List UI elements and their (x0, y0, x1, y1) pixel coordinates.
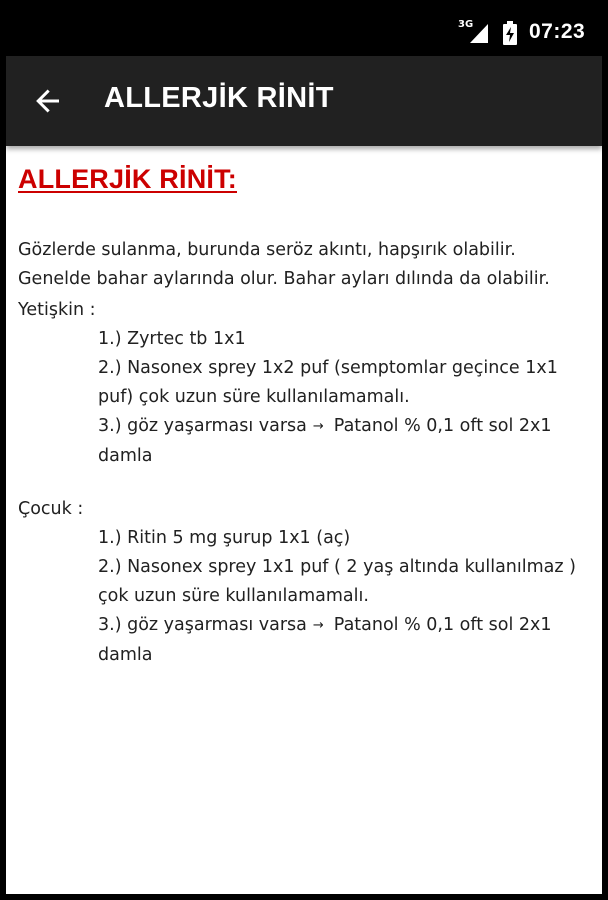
arrow-right-icon: → (312, 618, 324, 633)
child-treatment-list (18, 524, 593, 670)
status-bar (6, 10, 602, 56)
adult-treatment-list (18, 325, 593, 471)
list-item: 1.) Ritin 5 mg şurup 1x1 (aç) (98, 528, 351, 548)
intro-paragraph: Gözlerde sulanma, burunda seröz akıntı, hapşırık olabilir. Genelde bahar aylarında olur. Bahar ayları dılında da olabilir. (18, 240, 550, 289)
phone-screen (6, 10, 602, 894)
list-item: 2.) Nasonex sprey 1x2 puf (semptomlar geçince 1x1 puf) çok uzun süre kullanılamamalı. (98, 358, 558, 407)
page-title: ALLERJİK RİNİT (104, 82, 334, 114)
section-label-child: Çocuk : (18, 499, 84, 519)
list-item: 2.) Nasonex sprey 1x1 puf ( 2 yaş altında kullanılmaz ) çok uzun süre kullanılamamalı. (98, 557, 576, 606)
arrow-right-icon: → (312, 419, 324, 434)
list-item: 1.) Zyrtec tb 1x1 (98, 329, 246, 349)
list-item-text: 3.) göz yaşarması varsa (98, 615, 307, 635)
list-item (98, 611, 593, 670)
list-item-text: Patanol % 0,1 oft sol 2x1 damla (98, 615, 552, 665)
article-body (18, 162, 593, 670)
article-heading: ALLERJİK RİNİT: (18, 164, 237, 194)
section-label-adult: Yetişkin : (18, 300, 96, 320)
arrow-back-icon[interactable] (32, 85, 64, 117)
list-item (98, 412, 593, 471)
battery-charging-icon (502, 21, 518, 45)
network-signal (458, 21, 490, 45)
list-item-text: 3.) göz yaşarması varsa (98, 416, 307, 436)
network-type-label: 3G (458, 19, 474, 30)
clock: 07:23 (529, 20, 586, 43)
app-bar (6, 56, 602, 146)
list-item-text: Patanol % 0,1 oft sol 2x1 damla (98, 416, 552, 466)
signal-icon (458, 21, 490, 45)
